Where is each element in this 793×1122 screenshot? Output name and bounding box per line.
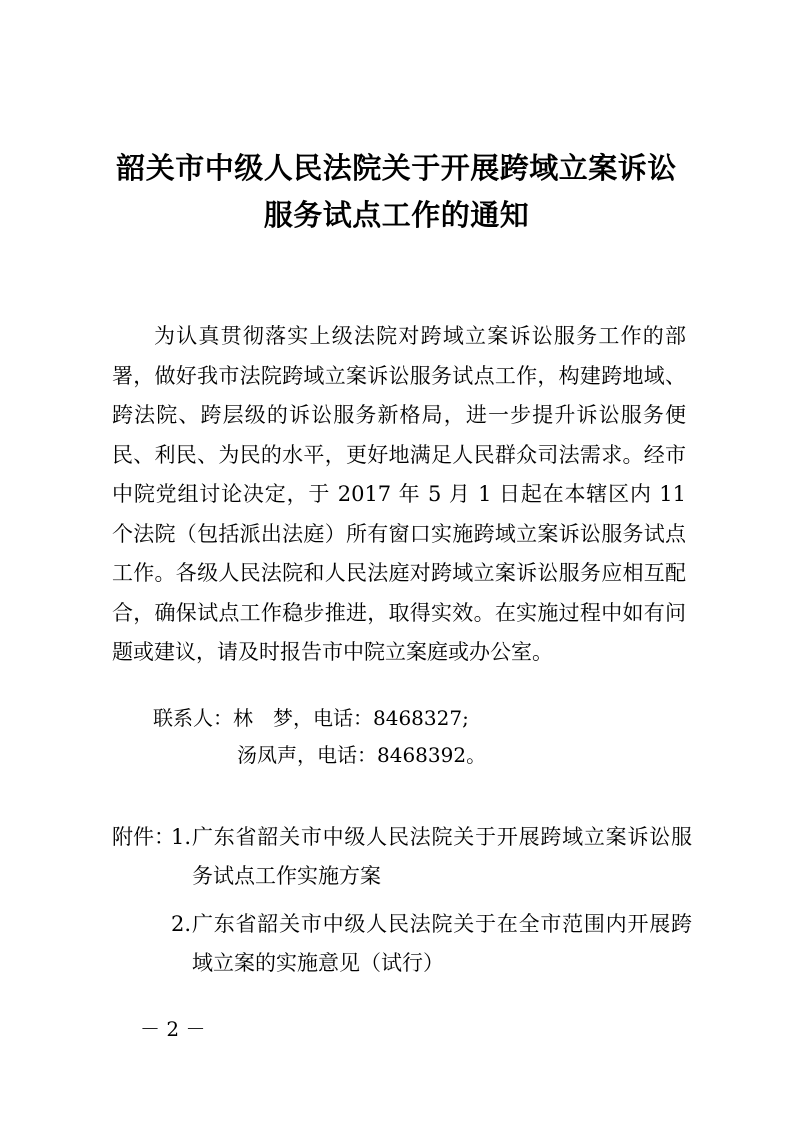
body-paragraph: 为认真贯彻落实上级法院对跨域立案诉讼服务工作的部署，做好我市法院跨域立案诉讼服务试点工作，构建跨地域、跨法院、跨层级的诉讼服务新格局，进一步提升诉讼服务便民、利民、为民的水平，更好地满足人民群众司法需求。经市中院党组讨论决定，于 2017 年 5 月 1 日起在本辖区内 11 个法院（包括派出法庭）所有窗口实施跨域立案诉讼服务试点工作。各级人民法院和人民法庭对跨域立案诉讼服务应相互配合，确保试点工作稳步推进，取得实效。在实施过程中如有问题或建议，请及时报告市中院立案庭或办公室。 xyxy=(112,324,686,664)
document-title-line-1: 韶关市中级人民法院关于开展跨域立案诉讼 xyxy=(116,151,677,185)
attachment-text: 广东省韶关市中级人民法院关于在全市范围内开展跨域立案的实施意见（试行） xyxy=(192,912,692,975)
attachment-text: 广东省韶关市中级人民法院关于开展跨域立案诉讼服务试点工作实施方案 xyxy=(192,825,692,888)
contact-line-2: 汤凤声，电话：8468392。 xyxy=(237,743,487,767)
attachment-number: 2. xyxy=(171,912,192,936)
attachments-label: 附件： xyxy=(112,825,175,849)
attachment-number: 1. xyxy=(171,825,192,849)
contact-line-1: 联系人：林 梦，电话：8468327; xyxy=(153,706,469,730)
page-number: － 2 － xyxy=(140,1017,206,1041)
document-title-line-2: 服务试点工作的通知 xyxy=(263,198,530,232)
